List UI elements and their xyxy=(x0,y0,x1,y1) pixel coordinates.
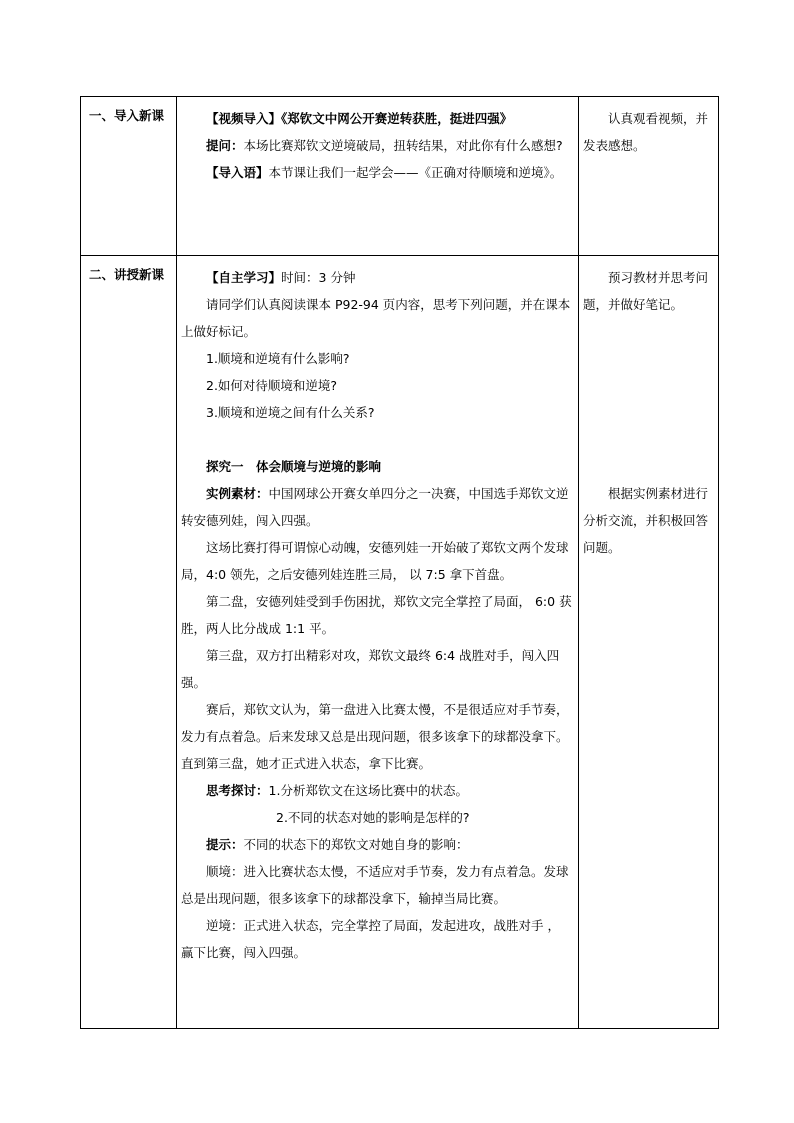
teacher-activity-cell xyxy=(177,97,579,256)
hint-paragraph xyxy=(181,831,572,858)
student-activity-cell xyxy=(579,97,719,256)
teacher-activity-cell xyxy=(177,256,579,1029)
student-activity-text: 根据实例素材进行分析交流，并积极回答问题。 xyxy=(583,486,709,555)
explore-title-text: 探究一 体会顺境与逆境的影响 xyxy=(206,459,382,474)
smooth-label: 顺境： xyxy=(206,864,244,879)
discussion-question-2: 2.不同的状态对她的影响是怎样的? xyxy=(276,810,470,825)
stage-cell xyxy=(81,256,177,1029)
question-paragraph xyxy=(181,132,572,159)
body-paragraph: 第二盘，安德列娃受到手伤困扰，郑钦文完全掌控了局面， 6:0 获胜，两人比分战成 1:1 平。 xyxy=(181,594,572,636)
stage-label: 二、讲授新课 xyxy=(89,267,165,282)
lesson-plan-table xyxy=(80,96,719,1029)
material-text: 中国网球公开赛女单四分之一决赛，中国选手郑钦文逆转安德列娃，闯入四强。 xyxy=(181,486,569,528)
adverse-text: 正式进入状态，完全掌控了局面，发起进攻，战胜对手 ，赢下比赛，闯入四强。 xyxy=(181,918,560,960)
question-text: 本场比赛郑钦文逆境破局，扭转结果，对此你有什么感想? xyxy=(243,138,563,153)
intro-label: 【导入语】 xyxy=(206,165,269,180)
list-item: 2.如何对待顺境和逆境? xyxy=(206,378,338,393)
self-study-label: 【自主学习】 xyxy=(206,270,282,285)
intro-paragraph xyxy=(181,159,572,186)
smooth-text: 进入比赛状态太慢，不适应对手节奏，发力有点着急。发球总是出现问题，很多该拿下的球都没拿下，输掉当局比赛。 xyxy=(181,864,569,906)
video-title: 《郑钦文中网公开赛逆转获胜，挺进四强》 xyxy=(281,111,513,126)
material-paragraph xyxy=(181,480,572,534)
explore-title xyxy=(181,453,572,480)
adverse-paragraph xyxy=(181,912,572,966)
list-item: 3.顺境和逆境之间有什么关系? xyxy=(206,405,375,420)
spacer xyxy=(181,426,572,453)
table-row xyxy=(81,97,719,256)
table-row xyxy=(81,256,719,1029)
adverse-label: 逆境： xyxy=(206,918,244,933)
video-label: 【视频导入】 xyxy=(206,111,282,126)
stage-cell xyxy=(81,97,177,256)
stage-label: 一、导入新课 xyxy=(89,108,165,123)
video-intro xyxy=(181,105,572,132)
discussion-label: 思考探讨： xyxy=(206,783,269,798)
list-item: 1.顺境和逆境有什么影响? xyxy=(206,351,350,366)
body-paragraph: 赛后，郑钦文认为，第一盘进入比赛太慢，不是很适应对手节奏，发力有点着急。后来发球又总是出现问题，很多该拿下的球都没拿下。直到第三盘，她才正式进入状态，拿下比赛。 xyxy=(181,702,569,771)
instruction-paragraph: 请同学们认真阅读课本 P92-94 页内容，思考下列问题，并在课本上做好标记。 xyxy=(181,297,571,339)
student-activity-text: 认真观看视频，并发表感想。 xyxy=(583,111,709,153)
body-paragraph: 第三盘，双方打出精彩对攻，郑钦文最终 6:4 战胜对手，闯入四强。 xyxy=(181,648,560,690)
self-study-time: 时间：3 分钟 xyxy=(281,270,356,285)
student-activity-text: 预习教材并思考问题，并做好笔记。 xyxy=(583,270,709,312)
body-paragraph: 这场比赛打得可谓惊心动魄，安德列娃一开始破了郑钦文两个发球局，4:0 领先，之后安德列娃连胜三局， 以 7:5 拿下首盘。 xyxy=(181,540,569,582)
hint-label: 提示： xyxy=(206,837,244,852)
material-label: 实例素材： xyxy=(206,486,269,501)
spacer xyxy=(583,318,712,480)
hint-text: 不同的状态下的郑钦文对她自身的影响： xyxy=(243,837,469,852)
discussion-question-1: 1.分析郑钦文在这场比赛中的状态。 xyxy=(268,783,468,798)
discussion-paragraph xyxy=(181,777,572,804)
question-label: 提问： xyxy=(206,138,244,153)
intro-text: 本节课让我们一起学会——《正确对待顺境和逆境》。 xyxy=(268,165,563,180)
smooth-paragraph xyxy=(181,858,572,912)
student-activity-cell xyxy=(579,256,719,1029)
self-study-heading xyxy=(181,264,572,291)
